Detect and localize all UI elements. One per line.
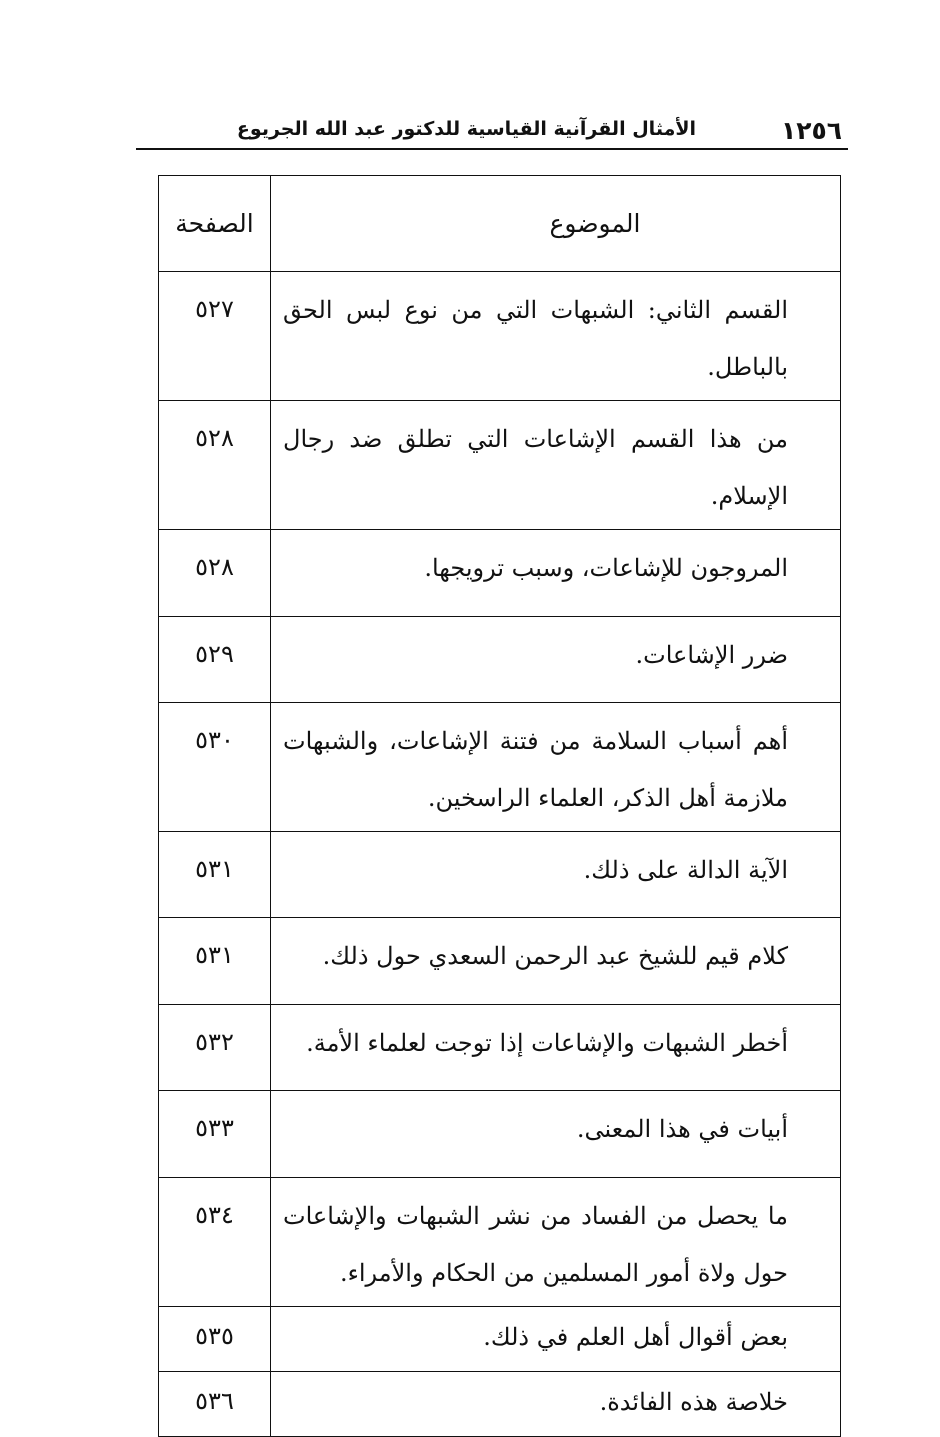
topic-cell: الآية الدالة على ذلك. (271, 832, 841, 918)
topic-cell: ما يحصل من الفساد من نشر الشبهات والإشاعات حول ولاة أمور المسلمين من الحكام والأمراء. (271, 1178, 841, 1307)
topic-cell: أهم أسباب السلامة من فتنة الإشاعات، والشبهات ملازمة أهل الذكر، العلماء الراسخين. (271, 703, 841, 832)
topic-cell: أخطر الشبهات والإشاعات إذا توجت لعلماء الأمة. (271, 1005, 841, 1091)
page-number: ١٢٥٦ (780, 116, 842, 145)
table-row (159, 1307, 841, 1372)
topic-cell: كلام قيم للشيخ عبد الرحمن السعدي حول ذلك. (271, 918, 841, 1005)
table-row (159, 832, 841, 918)
page-cell: ٥٣٦ (159, 1372, 271, 1437)
table-of-contents (158, 175, 841, 1437)
topic-cell: من هذا القسم الإشاعات التي تطلق ضد رجال الإسلام. (271, 401, 841, 530)
page-cell: ٥٣١ (159, 918, 271, 1005)
table-row (159, 401, 841, 530)
topic-cell: المروجون للإشاعات، وسبب ترويجها. (271, 530, 841, 617)
topic-cell: القسم الثاني: الشبهات التي من نوع لبس الحق بالباطل. (271, 272, 841, 401)
topic-cell: بعض أقوال أهل العلم في ذلك. (271, 1307, 841, 1372)
page-cell: ٥٢٨ (159, 530, 271, 617)
topic-column-header: الموضوع (271, 176, 841, 272)
page-column-header: الصفحة (159, 176, 271, 272)
page-cell: ٥٣٢ (159, 1005, 271, 1091)
page-cell: ٥٣٣ (159, 1091, 271, 1178)
page-cell: ٥٢٧ (159, 272, 271, 401)
book-title: الأمثال القرآنية القياسية للدكتور عبد الله الجريوع (236, 118, 696, 140)
table-row (159, 1178, 841, 1307)
page-cell: ٥٣٠ (159, 703, 271, 832)
page-cell: ٥٣١ (159, 832, 271, 918)
table-row (159, 1005, 841, 1091)
topic-cell: خلاصة هذه الفائدة. (271, 1372, 841, 1437)
table-row (159, 617, 841, 703)
table-row (159, 272, 841, 401)
topic-cell: أبيات في هذا المعنى. (271, 1091, 841, 1178)
page-cell: ٥٢٩ (159, 617, 271, 703)
page-cell: ٥٢٨ (159, 401, 271, 530)
table-row (159, 1091, 841, 1178)
table-row (159, 530, 841, 617)
table-row (159, 918, 841, 1005)
page-header (136, 112, 848, 148)
table-header-row (159, 176, 841, 272)
header-rule (136, 148, 848, 150)
page-cell: ٥٣٤ (159, 1178, 271, 1307)
topic-cell: ضرر الإشاعات. (271, 617, 841, 703)
table-row (159, 703, 841, 832)
table-row (159, 1372, 841, 1437)
page-cell: ٥٣٥ (159, 1307, 271, 1372)
